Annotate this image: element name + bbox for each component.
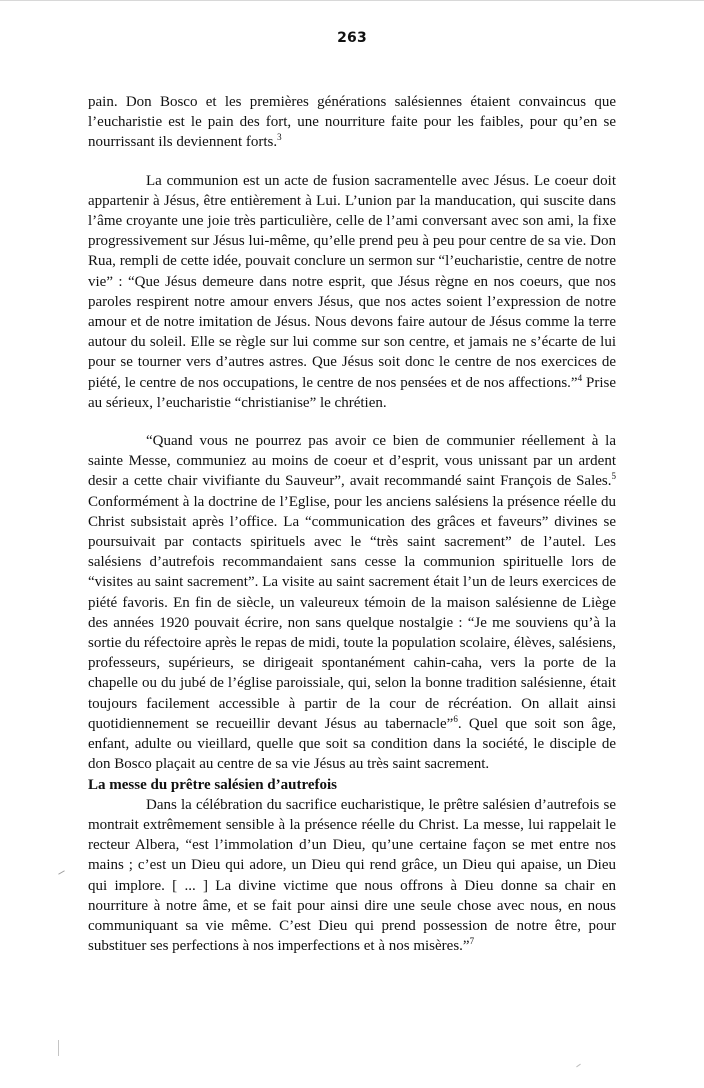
paragraph-2-text-end: Prise au sérieux, l’eucharistie “christianise” le chrétien.	[88, 374, 616, 411]
section-heading: La messe du prêtre salésien d’autrefois	[88, 776, 338, 793]
scan-top-edge	[0, 0, 704, 1]
page-body	[88, 92, 616, 956]
page-number: 263	[337, 30, 367, 46]
paragraph-1	[88, 92, 616, 153]
footnote-ref-3: 3	[277, 132, 282, 143]
section-paragraph-text: Dans la célébration du sacrifice eucharistique, le prêtre salésien d’autrefois se montrait extrêmement sensible à la présence réelle du Christ. La messe, lui rappelait le recteur Albera, “est l’immolation d’un Dieu, qu’une certaine façon se met entre nos mains ; c’est un Dieu qui adore, un Dieu qui rend grâce, un Dieu qui apaise, un Dieu qui implore. [ ... ] La divine victime que nous offrons à Dieu donne sa chair en nourriture à notre âme, et se fait pour ainsi dire une seule chose avec nous, en nous communiquant sa vie même. C’est Dieu qui prend possession de notre être, pour substituer ses perfections à nos imperfections et à nos misères.”	[88, 796, 616, 955]
footnote-ref-7: 7	[469, 936, 475, 947]
section-paragraph	[88, 795, 616, 957]
paragraph-3-text-middle: Conformément à la doctrine de l’Eglise, pour les anciens salésiens la présence réelle du Christ subsistait après l’office. La “communication des grâces et faveurs” divines se poursuivait par contacts spirituels avec le “très saint sacrement” de l’autel. Les salésiens d’autrefois recommandaient sans cesse la communion spirituelle lors de “visites au saint sacrement”. La visite au saint sacrement était l’un de leurs exercices de piété favoris. En fin de siècle, un valeureux témoin de la maison salésienne de Liège des années 1920 pouvait écrire, non sans quelque nostalgie : “Je me souviens qu’à la sortie du réfectoire après le repas de midi, toute la population scolaire, élèves, salésiens, professeurs, supérieurs, se dirigeait spontanément cahin-caha, vers la porte de la chapelle ou du jubé de l’église paroissiale, qui, selon la bonne tradition salésienne, était toujours facilement accessible à partir de la cour de récréation. On allait ainsi quotidiennement se recueillir devant Jésus au tabernacle”	[88, 493, 616, 732]
scan-stray-mark	[58, 870, 65, 874]
paragraph-3-text-end: . Quel que soit son âge, enfant, adulte ou vieillard, quelle que soit sa condition dans la société, le disciple de don Bosco plaçait au centre de sa vie Jésus au très saint sacrement.	[88, 715, 616, 773]
paragraph-2	[88, 171, 616, 413]
footnote-ref-4: 4	[577, 372, 583, 383]
paragraph-3-text: “Quand vous ne pourrez pas avoir ce bien de communier réellement à la sainte Messe, communiez au moins de coeur et d’esprit, vous unissant par un ardent desir a cette chair vivifiante du Sauveur”, avait recommandé saint François de Sales.	[88, 433, 616, 490]
footnote-ref-5: 5	[611, 471, 616, 482]
paragraph-2-text: La communion est un acte de fusion sacramentelle avec Jésus. Le coeur doit appartenir à Jésus, être entièrement à Lui. L’union par la manducation, qui suscite dans l’âme croyante une joie très particulière, celle de l’ami conversant avec son ami, la fixe progressivement sur Jésus lui-même, qu’elle prend peu à peu pour centre de sa vie. Don Rua, rempli de cette idée, pouvait conclure un sermon sur “l’eucharistie, centre de notre vie” : “Que Jésus demeure dans notre esprit, que Jésus règne en nos coeurs, que nos paroles respirent notre amour envers Jésus, que nos actes soient l’expression de notre amour et de notre imitation de Jésus. Nous devons faire autour de Jésus comme la terre autour du soleil. Elle se règle sur lui comme sur son centre, et jamais ne s’écarte de lui pour se tourner vers d’autres astres. Que Jésus soit donc le centre de nos exercices de piété, le centre de nos occupations, le centre de nos pensées et de nos affections.”	[88, 172, 616, 391]
paragraph-3	[88, 431, 616, 774]
scan-stray-mark-bottom	[576, 1064, 581, 1068]
footnote-ref-6: 6	[453, 713, 458, 724]
scan-margin-line	[58, 1040, 59, 1056]
paragraph-1-text: pain. Don Bosco et les premières générations salésiennes étaient convaincus que l’eucharistie est le pain des fort, une nourriture faite pour les faibles, pour qu’en se nourrissant ils deviennent forts.	[88, 94, 616, 151]
